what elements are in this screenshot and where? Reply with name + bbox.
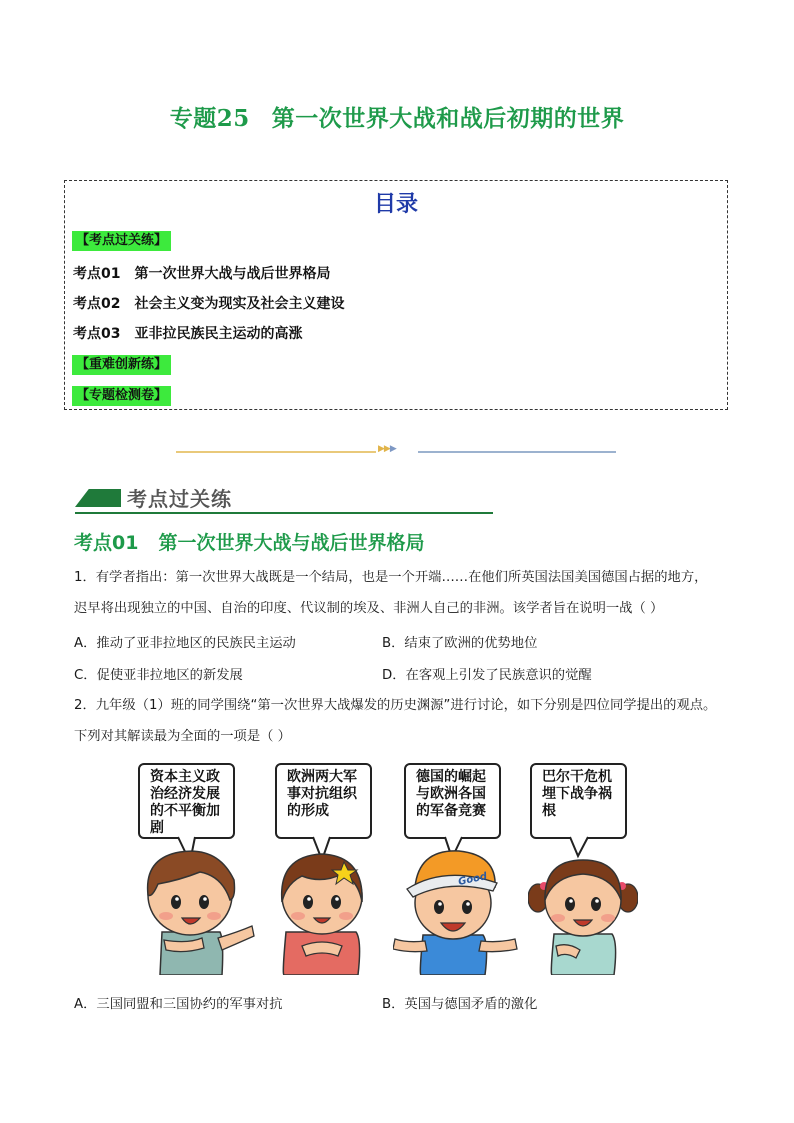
question-1-option-c[interactable]: C．促使亚非拉地区的新发展 bbox=[74, 668, 243, 683]
toc-item-1[interactable]: 考点01 第一次世界大战与战后世界格局 bbox=[73, 266, 331, 282]
speech-bubble-3: 德国的崛起与欧洲各国的军备竞赛 bbox=[404, 763, 501, 839]
question-2-option-a[interactable]: A．三国同盟和三国协约的军事对抗 bbox=[74, 997, 283, 1012]
student-1-illustration bbox=[140, 840, 255, 975]
student-2-illustration bbox=[272, 840, 377, 975]
question-1-option-d[interactable]: D．在客观上引发了民族意识的觉醒 bbox=[382, 668, 592, 683]
question-1-option-b[interactable]: B．结束了欧洲的优势地位 bbox=[382, 636, 538, 651]
question-1-line-2: 迟早将出现独立的中国、自治的印度、代议制的埃及、非洲人自己的非洲。该学者旨在说明一战（ ） bbox=[74, 601, 664, 616]
question-2-line-2: 下列对其解读最为全面的一项是（ ） bbox=[74, 729, 291, 744]
question-2-option-b[interactable]: B．英国与德国矛盾的激化 bbox=[382, 997, 538, 1012]
toc-item-2[interactable]: 考点02 社会主义变为现实及社会主义建设 bbox=[73, 296, 345, 312]
title-number: 专题25 bbox=[169, 105, 250, 132]
speech-bubble-1: 资本主义政治经济发展的不平衡加剧 bbox=[138, 763, 235, 839]
toc-heading: 目录 bbox=[373, 192, 418, 217]
cap-text: Good bbox=[457, 871, 489, 888]
section-title: 考点01 第一次世界大战与战后世界格局 bbox=[74, 532, 425, 554]
question-1-line-1: 1．有学者指出：第一次世界大战既是一个结局，也是一个开端……在他们所英国法国美国德国占据的地方， bbox=[74, 570, 708, 585]
speech-bubble-2: 欧洲两大军事对抗组织的形成 bbox=[275, 763, 372, 839]
student-3-illustration bbox=[393, 843, 518, 975]
banner-text: 考点过关练 bbox=[127, 487, 232, 511]
toc-tag-practice[interactable]: 【考点过关练】 bbox=[72, 231, 171, 251]
question-2-line-1: 2．九年级（1）班的同学围绕“第一次世界大战爆发的历史渊源”进行讨论，如下分别是四位同学提出的观点。 bbox=[74, 698, 717, 713]
speech-bubble-4: 巴尔干危机埋下战争祸根 bbox=[530, 763, 627, 839]
title-text: 第一次世界大战和战后初期的世界 bbox=[271, 105, 625, 132]
toc-item-3[interactable]: 考点03 亚非拉民族民主运动的高涨 bbox=[73, 326, 303, 342]
question-1-option-a[interactable]: A．推动了亚非拉地区的民族民主运动 bbox=[74, 636, 296, 651]
toc-tag-innovation[interactable]: 【重难创新练】 bbox=[72, 355, 171, 375]
student-4-illustration bbox=[528, 846, 638, 975]
divider-arrows-icon: ▶▶▶ bbox=[378, 444, 396, 454]
toc-tag-test[interactable]: 【专题检测卷】 bbox=[72, 386, 171, 406]
